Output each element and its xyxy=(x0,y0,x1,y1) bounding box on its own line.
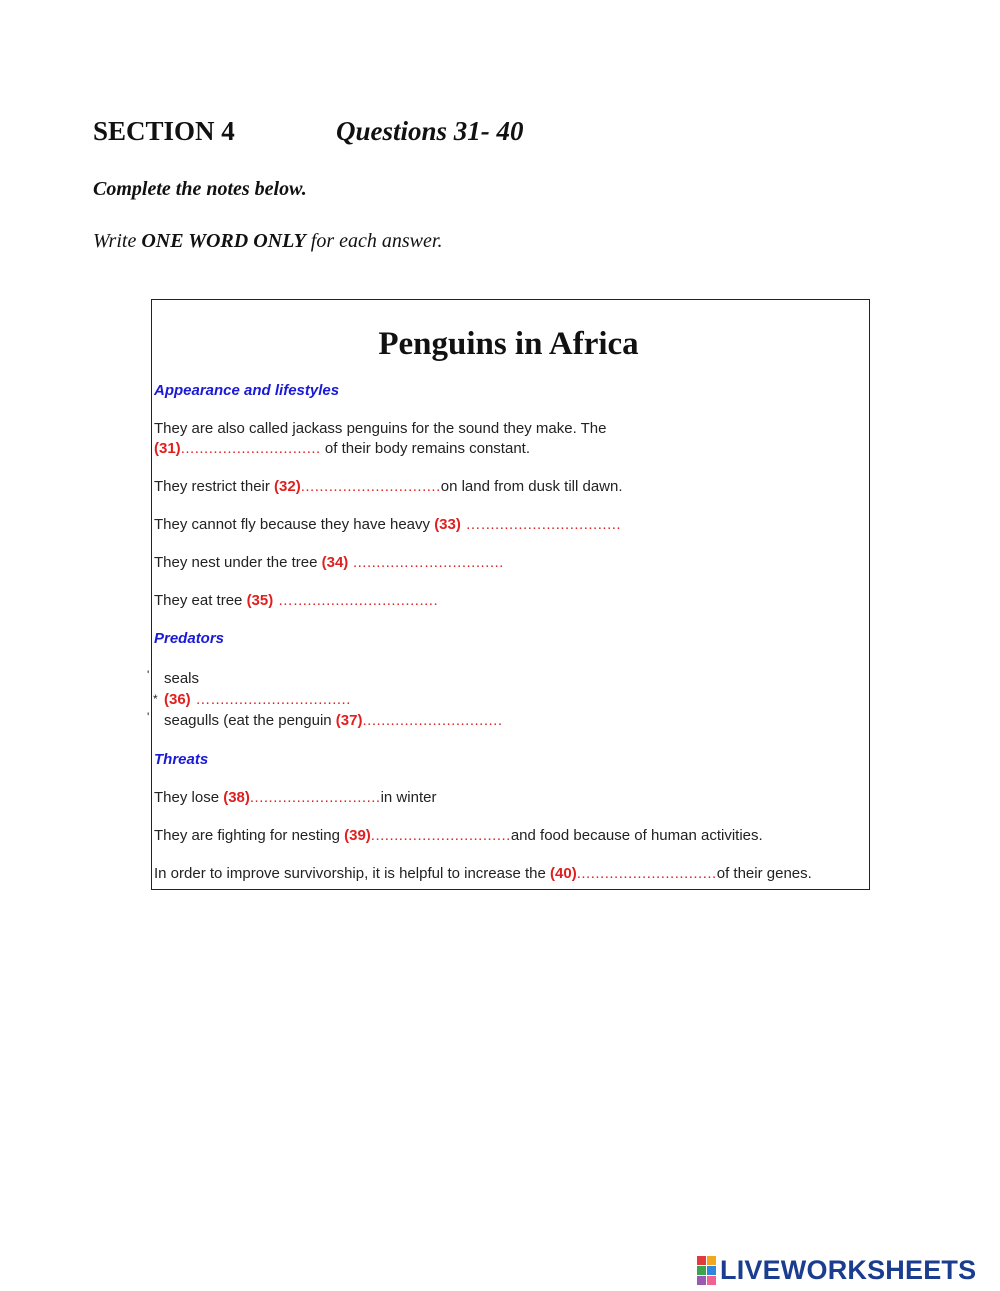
logo-text: LIVEWORKSHEETS xyxy=(720,1254,977,1285)
logo-mark-icon xyxy=(697,1256,716,1285)
question-38: They lose (38)............................in winter xyxy=(154,789,437,806)
question-31: (31).............................. of their body remains constant. xyxy=(154,440,530,457)
bullet-mark: ' xyxy=(147,668,150,682)
section-title: SECTION 4 xyxy=(93,116,235,146)
logo-square xyxy=(707,1276,716,1285)
bullet-mark: ' xyxy=(147,710,150,724)
instruction-complete-notes: Complete the notes below. xyxy=(93,178,307,200)
logo-square xyxy=(697,1276,706,1285)
logo-square xyxy=(707,1266,716,1275)
word-limit-emphasis: ONE WORD ONLY xyxy=(141,230,306,252)
question-35: They eat tree (35) …............................... xyxy=(154,592,439,609)
q40-blank[interactable]: .............................. xyxy=(576,865,717,882)
question-33: They cannot fly because they have heavy (33) ….............................. xyxy=(154,516,622,533)
q38-blank[interactable]: ............................ xyxy=(249,789,381,806)
appearance-line-1: They are also called jackass penguins for the sound they make. The xyxy=(154,420,607,437)
question-39: They are fighting for nesting (39)..............................and food because of human activities. xyxy=(154,827,763,844)
q35-number: (35) xyxy=(246,592,274,609)
logo-square xyxy=(697,1266,706,1275)
q37-number: (37) xyxy=(335,712,363,729)
q33-number: (33) xyxy=(434,516,461,533)
q40-number: (40) xyxy=(550,865,577,882)
q32-blank[interactable]: .............................. xyxy=(300,478,441,495)
q33-blank[interactable]: ….............................. xyxy=(460,516,622,533)
q32-number: (32) xyxy=(274,478,301,495)
question-32: They restrict their (32)..............................on land from dusk till dawn. xyxy=(154,478,623,495)
predator-seals: seals xyxy=(164,670,200,687)
appearance-heading: Appearance and lifestyles xyxy=(154,382,340,399)
q31-number: (31) xyxy=(154,440,181,457)
threats-heading: Threats xyxy=(154,751,209,768)
logo-square xyxy=(697,1256,706,1265)
q34-blank[interactable]: ............…................. xyxy=(348,554,504,571)
predators-heading: Predators xyxy=(154,630,225,647)
q34-number: (34) xyxy=(321,554,349,571)
notes-title: Penguins in Africa xyxy=(378,326,639,362)
q36-blank[interactable]: ….............................. xyxy=(190,691,351,708)
liveworksheets-logo[interactable] xyxy=(697,1255,976,1285)
q31-blank[interactable]: .............................. xyxy=(180,440,321,457)
q39-blank[interactable]: .............................. xyxy=(370,827,511,844)
q38-number: (38) xyxy=(223,789,250,806)
question-34: They nest under the tree (34) ............…................. xyxy=(154,554,504,571)
q36-number: (36) xyxy=(164,691,191,708)
question-37: seagulls (eat the penguin (37).............................. xyxy=(164,712,503,729)
question-36 xyxy=(164,691,351,708)
q39-number: (39) xyxy=(344,827,371,844)
q35-blank[interactable]: …............................... xyxy=(273,592,439,609)
logo-square xyxy=(707,1256,716,1265)
questions-range: Questions 31- 40 xyxy=(336,116,524,146)
instruction-word-limit: Write ONE WORD ONLY for each answer. xyxy=(93,230,443,252)
question-40: In order to improve survivorship, it is helpful to increase the (40)..............................of their genes. xyxy=(154,865,812,882)
bullet-mark: * xyxy=(153,692,158,706)
q37-blank[interactable]: .............................. xyxy=(362,712,503,729)
